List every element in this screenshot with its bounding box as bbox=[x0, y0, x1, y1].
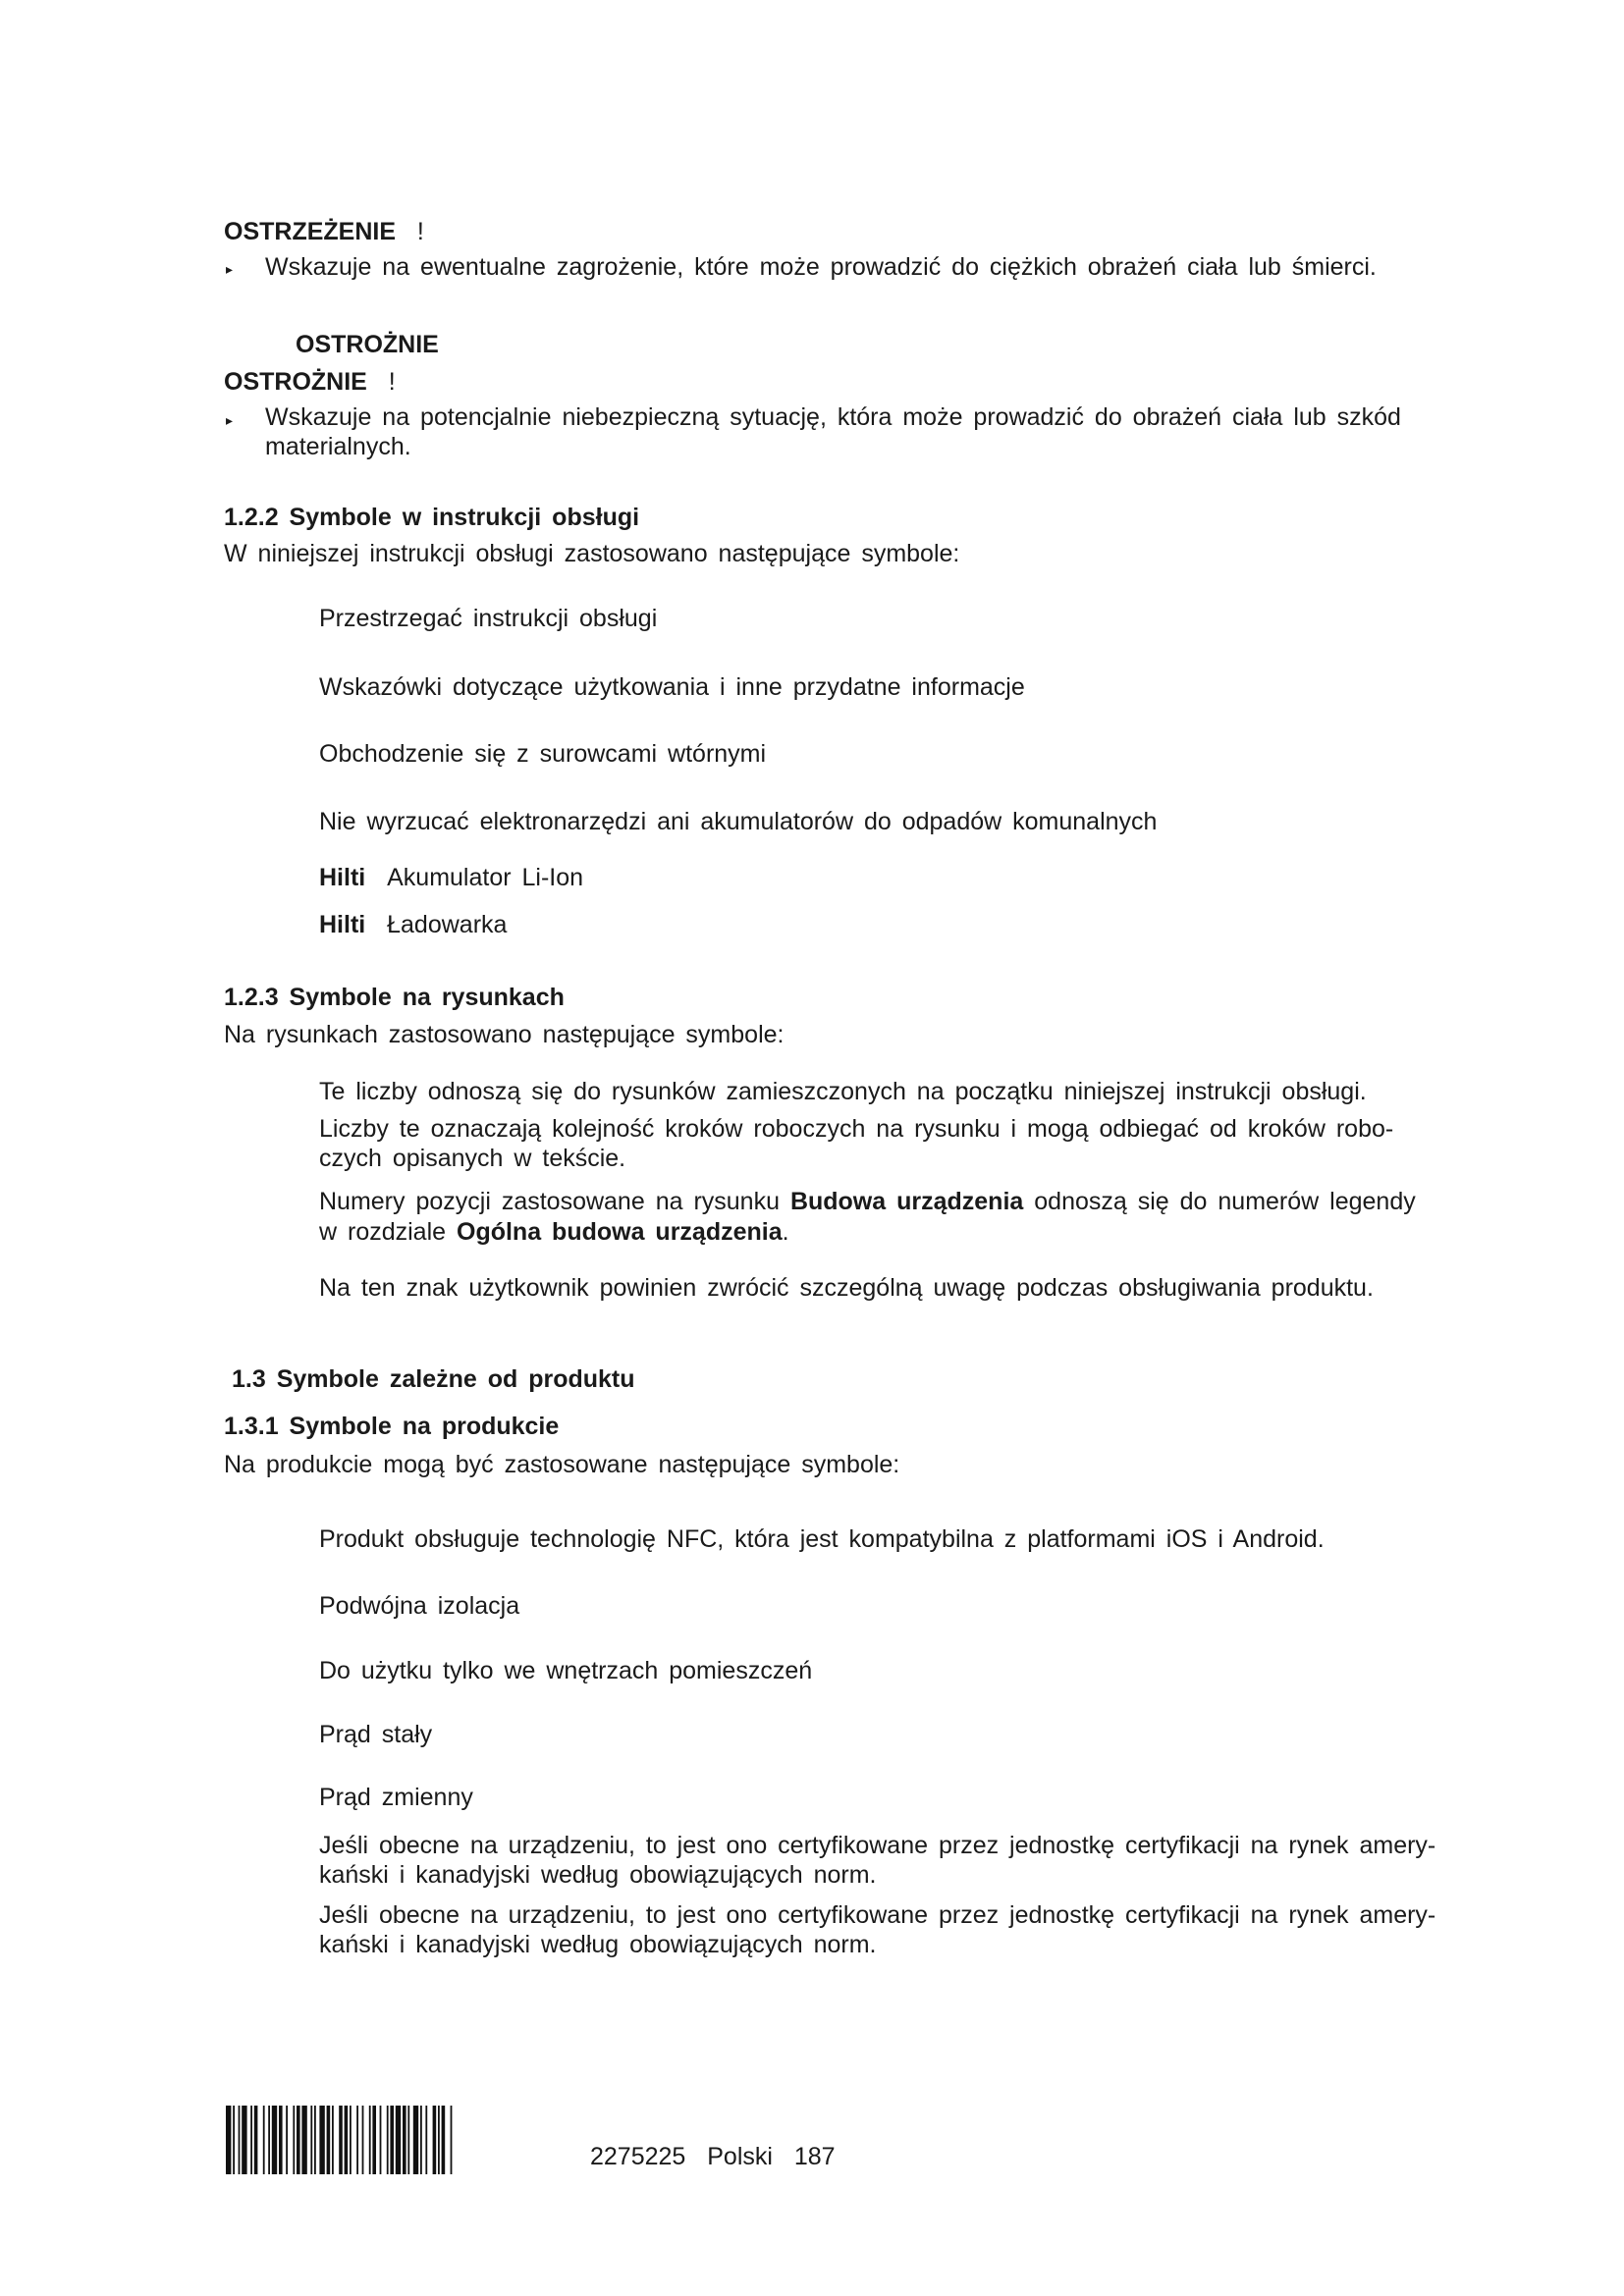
symbol-item-charger: Hilti Ładowarka bbox=[319, 911, 508, 938]
barcode-bar bbox=[403, 2106, 406, 2174]
warning-bullet: ▸ bbox=[226, 261, 234, 277]
barcode-bar bbox=[286, 2106, 288, 2174]
barcode-bar bbox=[239, 2106, 241, 2174]
caution-text-line1: Wskazuje na potencjalnie niebezpieczną sytuację, która może prowadzić do obrażeń ciała lub szkód bbox=[265, 403, 1401, 431]
warning-text: Wskazuje na ewentualne zagrożenie, które może prowadzić do ciężkich obrażeń ciała lub śmierci. bbox=[265, 253, 1377, 281]
step-numbers-line1: Liczby te oznaczają kolejność kroków roboczych na rysunku i mogą odbiegać od kroków robo- bbox=[319, 1115, 1394, 1143]
footer-language: Polski bbox=[707, 2143, 773, 2170]
barcode bbox=[226, 2106, 560, 2174]
section-1-2-2-heading: 1.2.2 Symbole w instrukcji obsługi bbox=[224, 504, 640, 531]
barcode-bar bbox=[319, 2106, 324, 2174]
barcode-bar bbox=[314, 2106, 316, 2174]
barcode-bar bbox=[369, 2106, 371, 2174]
certification-2-line2: kański i kanadyjski według obowiązujących norm. bbox=[319, 1931, 877, 1958]
certification-1-line2: kański i kanadyjski według obowiązujących norm. bbox=[319, 1861, 877, 1889]
barcode-bar bbox=[233, 2106, 235, 2174]
barcode-bar bbox=[332, 2106, 334, 2174]
caution-heading: OSTROŻNIE ! bbox=[224, 368, 396, 396]
product-symbol-dc: Prąd stały bbox=[319, 1721, 433, 1748]
barcode-bar bbox=[263, 2106, 265, 2174]
certification-1-line1: Jeśli obecne na urządzeniu, to jest ono certyfikowane przez jednostkę certyfikacji na rynek amery- bbox=[319, 1832, 1436, 1859]
symbol-item-tips: Wskazówki dotyczące użytkowania i inne przydatne informacje bbox=[319, 673, 1025, 701]
barcode-bar bbox=[407, 2106, 409, 2174]
barcode-bar bbox=[372, 2106, 376, 2174]
product-symbol-nfc: Produkt obsługuje technologię NFC, która jest kompatybilna z platformami iOS i Android. bbox=[319, 1525, 1325, 1553]
barcode-bar bbox=[387, 2106, 389, 2174]
section-1-2-3-intro: Na rysunkach zastosowano następujące symbole: bbox=[224, 1021, 785, 1048]
attention-sign-text: Na ten znak użytkownik powinien zwrócić szczególną uwagę podczas obsługiwania produktu. bbox=[319, 1274, 1374, 1302]
barcode-bar bbox=[380, 2106, 382, 2174]
doc-number: 2275225 bbox=[590, 2143, 686, 2170]
caution-text-line2: materialnych. bbox=[265, 433, 411, 460]
figure-numbers-text: Te liczby odnoszą się do rysunków zamieszczonych na początku niniejszej instrukcji obsługi. bbox=[319, 1078, 1367, 1105]
section-1-3-1-heading: 1.3.1 Symbole na produkcie bbox=[224, 1413, 560, 1440]
barcode-bar bbox=[272, 2106, 277, 2174]
barcode-bar bbox=[268, 2106, 270, 2174]
caution-mark: ! bbox=[388, 368, 396, 396]
symbol-item-manual: Przestrzegać instrukcji obsługi bbox=[319, 605, 658, 632]
section-1-2-2-intro: W niniejszej instrukcji obsługi zastosowano następujące symbole: bbox=[224, 540, 960, 567]
barcode-bar bbox=[438, 2106, 440, 2174]
symbol-item-battery: Hilti Akumulator Li-Ion bbox=[319, 864, 584, 891]
barcode-bar bbox=[242, 2106, 246, 2174]
section-1-2-3-heading: 1.2.3 Symbole na rysunkach bbox=[224, 984, 565, 1011]
product-symbol-double-insulation: Podwójna izolacja bbox=[319, 1592, 520, 1620]
barcode-bar bbox=[442, 2106, 446, 2174]
barcode-bar bbox=[254, 2106, 258, 2174]
symbol-item-recycling: Obchodzenie się z surowcami wtórnymi bbox=[319, 740, 767, 768]
page-footer bbox=[590, 2143, 836, 2171]
barcode-bar bbox=[425, 2106, 427, 2174]
barcode-bar bbox=[339, 2106, 343, 2174]
barcode-bar bbox=[310, 2106, 312, 2174]
barcode-bar bbox=[345, 2106, 349, 2174]
position-numbers-line1: Numery pozycji zastosowane na rysunku Budowa urządzenia odnoszą się do numerów legendy bbox=[319, 1188, 1416, 1215]
barcode-bar bbox=[390, 2106, 394, 2174]
barcode-bar bbox=[297, 2106, 300, 2174]
warning-mark: ! bbox=[416, 218, 424, 245]
barcode-bar bbox=[279, 2106, 283, 2174]
warning-heading: OSTRZEŻENIE ! bbox=[224, 218, 424, 245]
barcode-bar bbox=[293, 2106, 295, 2174]
product-symbol-ac: Prąd zmienny bbox=[319, 1784, 473, 1811]
barcode-bar bbox=[350, 2106, 352, 2174]
certification-2-line1: Jeśli obecne na urządzeniu, to jest ono certyfikowane przez jednostkę certyfikacji na rynek amery- bbox=[319, 1901, 1436, 1929]
section-1-3-heading: 1.3 Symbole zależne od produktu bbox=[232, 1365, 635, 1393]
product-symbol-indoor: Do użytku tylko we wnętrzach pomieszczeń bbox=[319, 1657, 813, 1684]
barcode-bar bbox=[451, 2106, 453, 2174]
barcode-bar bbox=[362, 2106, 364, 2174]
step-numbers-line2: czych opisanych w tekście. bbox=[319, 1145, 626, 1172]
symbol-item-disposal: Nie wyrzucać elektronarzędzi ani akumulatorów do odpadów komunalnych bbox=[319, 808, 1158, 835]
section-1-3-1-intro: Na produkcie mogą być zastosowane następujące symbole: bbox=[224, 1451, 900, 1478]
barcode-bar bbox=[250, 2106, 252, 2174]
barcode-bar bbox=[327, 2106, 331, 2174]
position-numbers-line2: w rozdziale Ogólna budowa urządzenia. bbox=[319, 1218, 789, 1246]
barcode-bar bbox=[413, 2106, 418, 2174]
barcode-bar bbox=[396, 2106, 401, 2174]
caution-heading-main: OSTROŻNIE bbox=[296, 331, 439, 358]
caution-bullet: ▸ bbox=[226, 412, 234, 428]
barcode-bar bbox=[433, 2106, 437, 2174]
barcode-bar bbox=[226, 2106, 231, 2174]
barcode-bar bbox=[420, 2106, 422, 2174]
barcode-bar bbox=[356, 2106, 358, 2174]
page-number: 187 bbox=[793, 2143, 836, 2170]
barcode-bar bbox=[301, 2106, 306, 2174]
